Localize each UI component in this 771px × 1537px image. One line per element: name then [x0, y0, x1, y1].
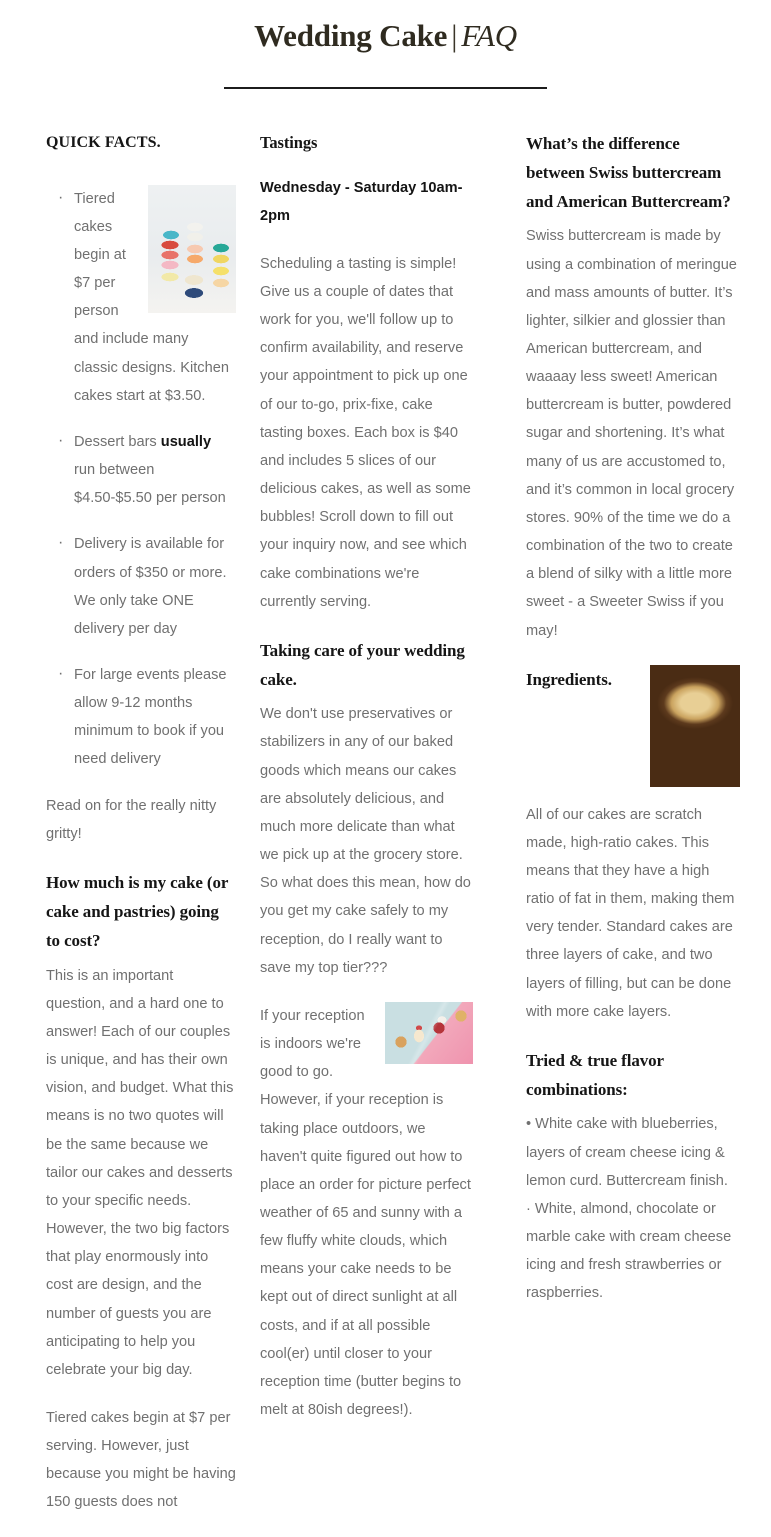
list-item	[46, 661, 236, 774]
list-item	[46, 428, 236, 512]
care-paragraph-2	[260, 1002, 473, 1424]
macarons-image	[148, 185, 236, 313]
page-title-faq: FAQ	[461, 18, 517, 53]
care-paragraph: We don't use preservatives or stabilizers in any of our baked goods which means our cakes are absolutely delicious, and much more delicate than what we pick up at the grocery store. So what does this mean, how do you get my cake safely to my reception, do I really want to save my top tier???	[260, 706, 471, 976]
fact-text: Delivery is available for orders of $350 or more. We only take ONE delivery per day	[74, 536, 227, 637]
list-item: · White, almond, chocolate or marble cake with cream cheese icing and fresh strawberries or raspberries.	[526, 1200, 732, 1302]
flavors-heading: Tried & true flavor combinations:	[526, 1050, 664, 1100]
fact-text-bold: usually	[160, 433, 212, 450]
pastry-image	[650, 665, 740, 787]
page-title-main: Wedding Cake	[254, 18, 448, 53]
cost-heading: How much is my cake (or cake and pastries) going to cost?	[46, 872, 229, 951]
read-on-text: Read on for the really nitty gritty!	[46, 797, 217, 842]
quick-facts-list	[46, 185, 236, 774]
desserts-image	[385, 1002, 473, 1064]
page-header	[0, 0, 771, 89]
tastings-heading: Tastings	[260, 132, 318, 152]
care-heading: Taking care of your wedding cake.	[260, 640, 465, 690]
list-item	[46, 185, 236, 410]
ingredients-paragraph: All of our cakes are scratch made, high-ratio cakes. This means that they have a high ratio of fat in them, making them very tender. Standard cakes are three layers of cake, and two layers of filling, but can be done with more cake layers.	[526, 806, 735, 1020]
content-columns	[0, 129, 771, 1537]
left-column	[0, 129, 252, 1537]
fact-text-prefix: Dessert bars	[74, 433, 161, 450]
fact-text: For large events please allow 9-12 months minimum to book if you need delivery	[74, 666, 227, 768]
ingredients-heading	[526, 665, 740, 795]
fact-text-suffix: run between $4.50-$5.50 per person	[74, 462, 226, 507]
list-item	[46, 530, 236, 643]
cost-paragraph: This is an important question, and a hard one to answer! Each of our couples is unique, and has their own vision, and budget. What this means is no two quotes will be the same because we tailor our cakes and desserts to your specific needs. However, the two big factors that play enormously into cost are design, and the number of guests you are anticipating to help you celebrate your big day.	[46, 967, 234, 1378]
ingredients-heading-text: Ingredients.	[526, 669, 612, 689]
fact-text: Tiered cakes begin at $7 per person and include many classic designs. Kitchen cakes start at $3.50.	[74, 190, 229, 404]
tastings-paragraph: Scheduling a tasting is simple! Give us a couple of dates that work for you, we'll follow up to confirm availability, and reserve your appointment to pick up one of our to-go, prix-fixe, cake tasting boxes. Each box is $40 and includes 5 slices of our delicious cakes, as well as some bubbles! Scroll down to fill out your inquiry now, and see which cake combinations we're currently serving.	[260, 255, 471, 610]
quick-facts-heading: QUICK FACTS.	[46, 133, 161, 151]
title-divider-rule	[224, 87, 547, 89]
buttercream-paragraph: Swiss buttercream is made by using a combination of meringue and mass amounts of butter. It’s lighter, silkier and glossier than American buttercream, and waaaay less sweet! American buttercream is butter, powdered sugar and shortening. It’s what many of us are accustomed to, and it’s common in local grocery stores. 90% of the time we do a combination of the two to create a blend of silky with a little more sweet - a Sweeter Swiss if you may!	[526, 228, 737, 639]
tastings-hours: Wednesday - Saturday 10am-2pm	[260, 179, 463, 224]
page-title	[0, 18, 771, 54]
cost-paragraph-2: Tiered cakes begin at $7 per serving. However, just because you might be having 150 guests does not	[46, 1409, 236, 1511]
page-title-separator: |	[451, 18, 458, 53]
buttercream-heading: What’s the difference between Swiss buttercream and American Buttercream?	[526, 133, 731, 212]
middle-column	[252, 129, 489, 1445]
right-column	[489, 129, 771, 1308]
list-item: • White cake with blueberries, layers of cream cheese icing & lemon curd. Buttercream finish.	[526, 1116, 728, 1189]
flavors-list	[526, 1110, 740, 1307]
care-paragraph-2-text: If your reception is indoors we're good to go. However, if your reception is taking place outdoors, we haven't quite figured out how to place an order for picture perfect weather of 65 and sunny with a few fluffy white clouds, which means your cake needs to be kept out of direct sunlight at all costs, and if at all possible cool(er) until closer to your reception time (butter begins to melt at 80ish degrees!).	[260, 1007, 471, 1419]
